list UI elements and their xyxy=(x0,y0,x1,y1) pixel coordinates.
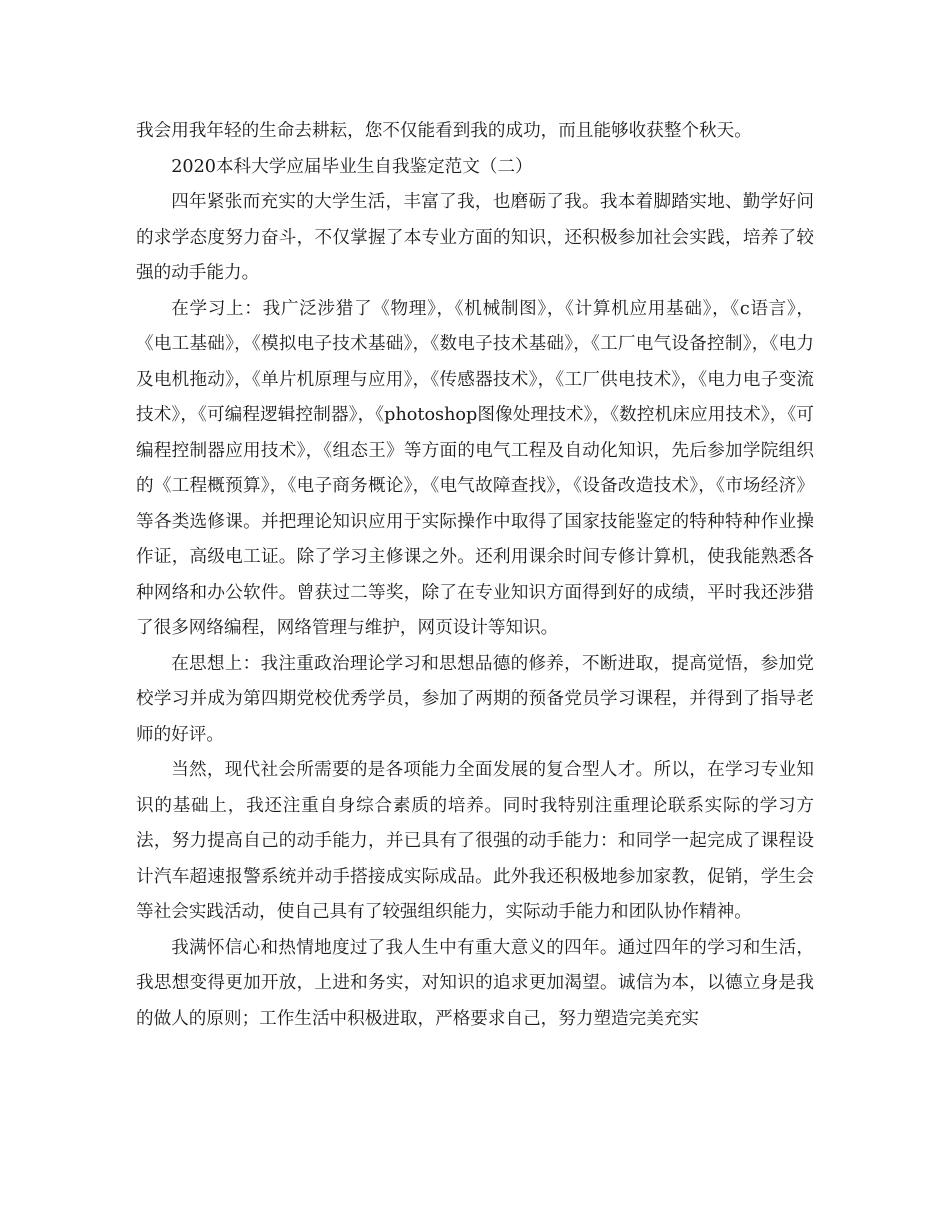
paragraph-summary: 我满怀信心和热情地度过了我人生中有重大意义的四年。通过四年的学习和生活，我思想变得更加开放，上进和务实，对知识的追求更加渴望。诚信为本，以德立身是我的做人的原则；工作生活中积极进取，严格要求自己，努力塑造完美充实 xyxy=(136,937,814,1029)
document-body xyxy=(136,114,814,1037)
paragraph-abilities: 当然，现代社会所需要的是各项能力全面发展的复合型人才。所以，在学习专业知识的基础上，我还注重自身综合素质的培养。同时我特别注重理论联系实际的学习方法，努力提高自己的动手能力，并已具有了很强的动手能力：和同学一起完成了课程设计汽车超速报警系统并动手搭接成实际成品。此外我还积极地参加家教，促销，学生会等社会实践活动，使自己具有了较强组织能力，实际动手能力和团队协作精神。 xyxy=(136,760,814,922)
paragraph-ideology: 在思想上：我注重政治理论学习和思想品德的修养，不断进取，提高觉悟，参加党校学习并成为第四期党校优秀学员，参加了两期的预备党员学习课程，并得到了指导老师的好评。 xyxy=(136,653,814,745)
section-heading: 2020本科大学应届毕业生自我鉴定范文（二） xyxy=(171,156,533,177)
paragraph-study: 在学习上：我广泛涉猎了《物理》，《机械制图》，《计算机应用基础》，《c语言》，《电工基础》，《模拟电子技术基础》，《数电子技术基础》，《工厂电气设备控制》，《电力及电机拖动》，《单片机原理与应用》，《传感器技术》，《工厂供电技术》，《电力电子变流技术》，《可编程逻辑控制器》，《photoshop图像处理技术》，《数控机床应用技术》，《可编程控制器应用技术》，《组态王》等方面的电气工程及自动化知识，先后参加学院组织的《工程概预算》，《电子商务概论》，《电气故障查找》，《设备改造技术》，《市场经济》等各类选修课。并把理论知识应用于实际操作中取得了国家技能鉴定的特种特种作业操作证，高级电工证。除了学习主修课之外。还利用课余时间专修计算机，使我能熟悉各种网络和办公软件。曾获过二等奖，除了在专业知识方面得到好的成绩，平时我还涉猎了很多网络编程，网络管理与维护，网页设计等知识。 xyxy=(136,298,814,638)
paragraph-intro: 四年紧张而充实的大学生活，丰富了我，也磨砺了我。我本着脚踏实地、勤学好问的求学态度努力奋斗，不仅掌握了本专业方面的知识，还积极参加社会实践，培养了较强的动手能力。 xyxy=(136,192,814,283)
paragraph-closing-line: 我会用我年轻的生命去耕耘，您不仅能看到我的成功，而且能够收获整个秋天。 xyxy=(136,121,752,141)
